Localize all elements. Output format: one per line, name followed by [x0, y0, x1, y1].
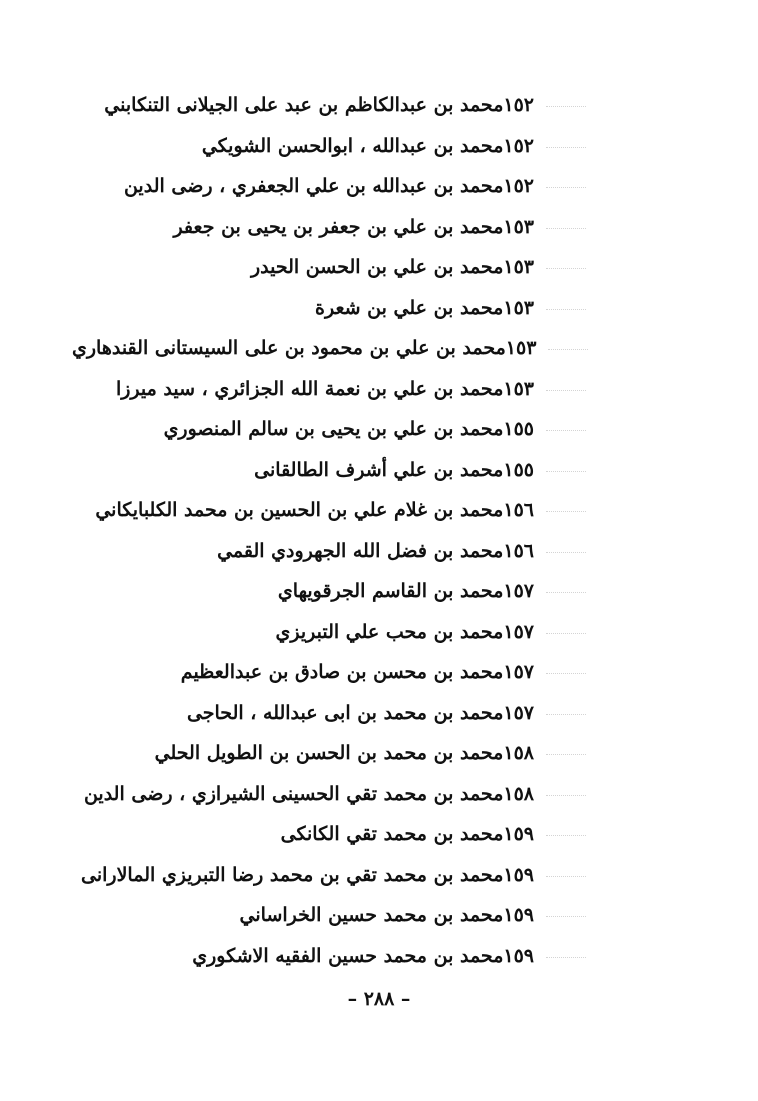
entry-name: محمد بن غلام علي بن الحسين بن محمد الكلبايكاني: [95, 499, 504, 521]
entry-page: ١٥٢: [503, 175, 534, 197]
index-entry: [72, 166, 592, 207]
index-entry: [72, 693, 592, 734]
entry-page: ١٥٦: [503, 539, 534, 562]
leader-dots: [546, 753, 586, 755]
entry-name: محمد بن محمد بن الحسن بن الطويل الحلي: [154, 742, 504, 764]
leader-dots: [546, 105, 586, 107]
index-entry: [72, 490, 592, 531]
index-entry: [72, 895, 592, 936]
entry-page: ١٥٣: [503, 256, 534, 278]
index-entry: [72, 936, 592, 977]
index-entry: [72, 207, 592, 248]
leader-dots: [546, 551, 586, 553]
entry-page: ١٥٥: [503, 458, 534, 481]
entry-page: ١٥٨: [503, 742, 534, 764]
entry-page: ١٥٢: [503, 134, 534, 157]
leader-dots: [546, 186, 586, 188]
entry-name: محمد بن عبدالله ، ابوالحسن الشويكي: [201, 134, 504, 157]
leader-dots: [546, 591, 586, 593]
index-entry: [72, 774, 592, 815]
entry-page: ١٥٣: [505, 337, 537, 359]
entry-page: ١٥٧: [503, 701, 534, 724]
leader-dots: [546, 308, 586, 310]
index-entry: [72, 369, 592, 410]
index-list: [72, 85, 592, 976]
entry-name: محمد بن محمد حسين الخراساني: [239, 904, 504, 926]
entry-name: محمد بن محمد تقي الحسينى الشيرازي ، رضى الدين: [83, 782, 504, 805]
entry-page: ١٥٧: [503, 661, 534, 683]
leader-dots: [546, 794, 586, 796]
index-entry: [72, 85, 592, 126]
entry-page: ١٥٧: [503, 580, 534, 602]
index-entry: [72, 247, 592, 288]
page-number: – ٢٨٨ –: [347, 988, 411, 1010]
leader-dots: [546, 713, 586, 715]
index-entry: [72, 126, 592, 167]
entry-page: ١٥٦: [503, 499, 534, 521]
index-entry: [72, 855, 592, 896]
entry-name: محمد بن علي بن شعرة: [315, 296, 504, 319]
leader-dots: [546, 267, 586, 269]
entry-page: ١٥٩: [503, 863, 534, 886]
index-entry: [72, 814, 592, 855]
entry-name: محمد بن محسن بن صادق بن عبدالعظيم: [180, 661, 504, 683]
leader-dots: [546, 470, 586, 472]
entry-page: ١٥٩: [503, 823, 534, 845]
entry-name: محمد بن علي أشرف الطالقانى: [254, 458, 504, 481]
leader-dots: [546, 672, 586, 674]
leader-dots: [546, 956, 586, 958]
entry-name: محمد بن محب علي التبريزي: [275, 620, 504, 643]
index-entry: [72, 450, 592, 491]
entry-name: محمد بن محمد بن ابى عبدالله ، الحاجى: [186, 701, 504, 724]
index-entry: [72, 531, 592, 572]
entry-name: محمد بن علي بن محمود بن على السيستانى القندهاري: [72, 337, 506, 359]
entry-page: ١٥٣: [503, 215, 534, 238]
leader-dots: [548, 348, 588, 350]
leader-dots: [546, 875, 586, 877]
leader-dots: [546, 429, 586, 431]
entry-page: ١٥٣: [503, 296, 534, 319]
index-entry: [72, 652, 592, 693]
leader-dots: [546, 632, 586, 634]
index-entry: [72, 288, 592, 329]
index-entry: [72, 328, 592, 369]
entry-name: محمد بن فضل الله الجهرودي القمي: [217, 539, 504, 562]
index-entry: [72, 571, 592, 612]
leader-dots: [546, 510, 586, 512]
entry-name: محمد بن علي بن جعفر بن يحيى بن جعفر: [173, 215, 504, 238]
entry-name: محمد بن عبدالله بن علي الجعفري ، رضى الدين: [123, 175, 504, 197]
entry-page: ١٥٢: [503, 94, 534, 116]
entry-name: محمد بن علي بن يحيى بن سالم المنصوري: [163, 418, 504, 440]
entry-page: ١٥٨: [503, 782, 534, 805]
leader-dots: [546, 227, 586, 229]
index-entry: [72, 409, 592, 450]
entry-page: ١٥٧: [503, 620, 534, 643]
entry-page: ١٥٣: [503, 377, 534, 400]
leader-dots: [546, 834, 586, 836]
leader-dots: [546, 389, 586, 391]
leader-dots: [546, 146, 586, 148]
entry-name: محمد بن عبدالكاظم بن عبد على الجيلانى التنكابني: [104, 94, 504, 116]
index-entry: [72, 733, 592, 774]
index-entry: [72, 612, 592, 653]
entry-name: محمد بن القاسم الجرقويهاي: [277, 580, 504, 602]
entry-name: محمد بن محمد تقي بن محمد رضا التبريزي المالارانى: [81, 863, 504, 886]
entry-name: محمد بن محمد تقي الكانكى: [280, 823, 504, 845]
entry-name: محمد بن علي بن نعمة الله الجزائري ، سيد ميرزا: [115, 377, 504, 400]
leader-dots: [546, 915, 586, 917]
entry-page: ١٥٩: [503, 944, 534, 967]
entry-name: محمد بن محمد حسين الفقيه الاشكوري: [192, 944, 504, 967]
entry-name: محمد بن علي بن الحسن الحيدر: [250, 256, 504, 278]
entry-page: ١٥٥: [503, 418, 534, 440]
entry-page: ١٥٩: [503, 904, 534, 926]
